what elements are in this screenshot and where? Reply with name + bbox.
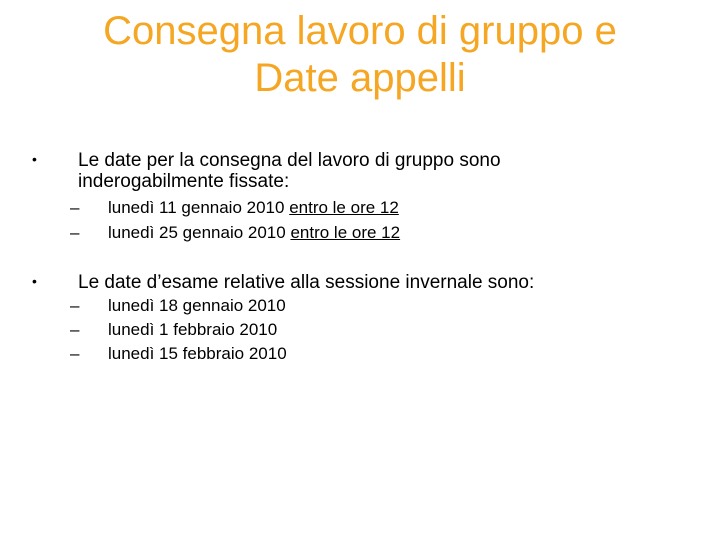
sub-bullet-date: lunedì 25 gennaio 2010 [108,223,291,242]
bullet-dot: • [32,151,37,167]
dash-marker: – [70,320,80,339]
dash-marker: – [70,223,80,242]
sub-bullet-deadline: entro le ore 12 [290,223,401,242]
sub-bullet-text [108,222,400,244]
bullet-text [78,150,678,192]
sub-bullet-text: lunedì 1 febbraio 2010 [108,320,278,339]
dash-marker: – [70,296,80,315]
sub-bullet-text: lunedì 18 gennaio 2010 [108,296,286,315]
bullet-text [78,272,678,293]
slide-title-line-2: Date appelli [254,56,466,100]
sub-bullet-text: lunedì 15 febbraio 2010 [108,344,287,363]
dash-marker: – [70,198,80,217]
dash-marker: – [70,344,80,363]
bullet-text-line-2: inderogabilmente fissate: [78,171,290,192]
bullet-text-line-1: Le date d’esame relative alla sessione invernale sono: [78,272,535,293]
bullet-text-line-1: Le date per la consegna del lavoro di gruppo sono [78,150,501,171]
sub-bullet-text [108,197,399,219]
bullet-dot: • [32,273,37,289]
sub-bullet-deadline: entro le ore 12 [289,198,399,217]
slide-title-line-1: Consegna lavoro di gruppo e [103,9,617,53]
slide-title [40,8,680,102]
sub-bullet-date: lunedì 11 gennaio 2010 [108,198,290,217]
